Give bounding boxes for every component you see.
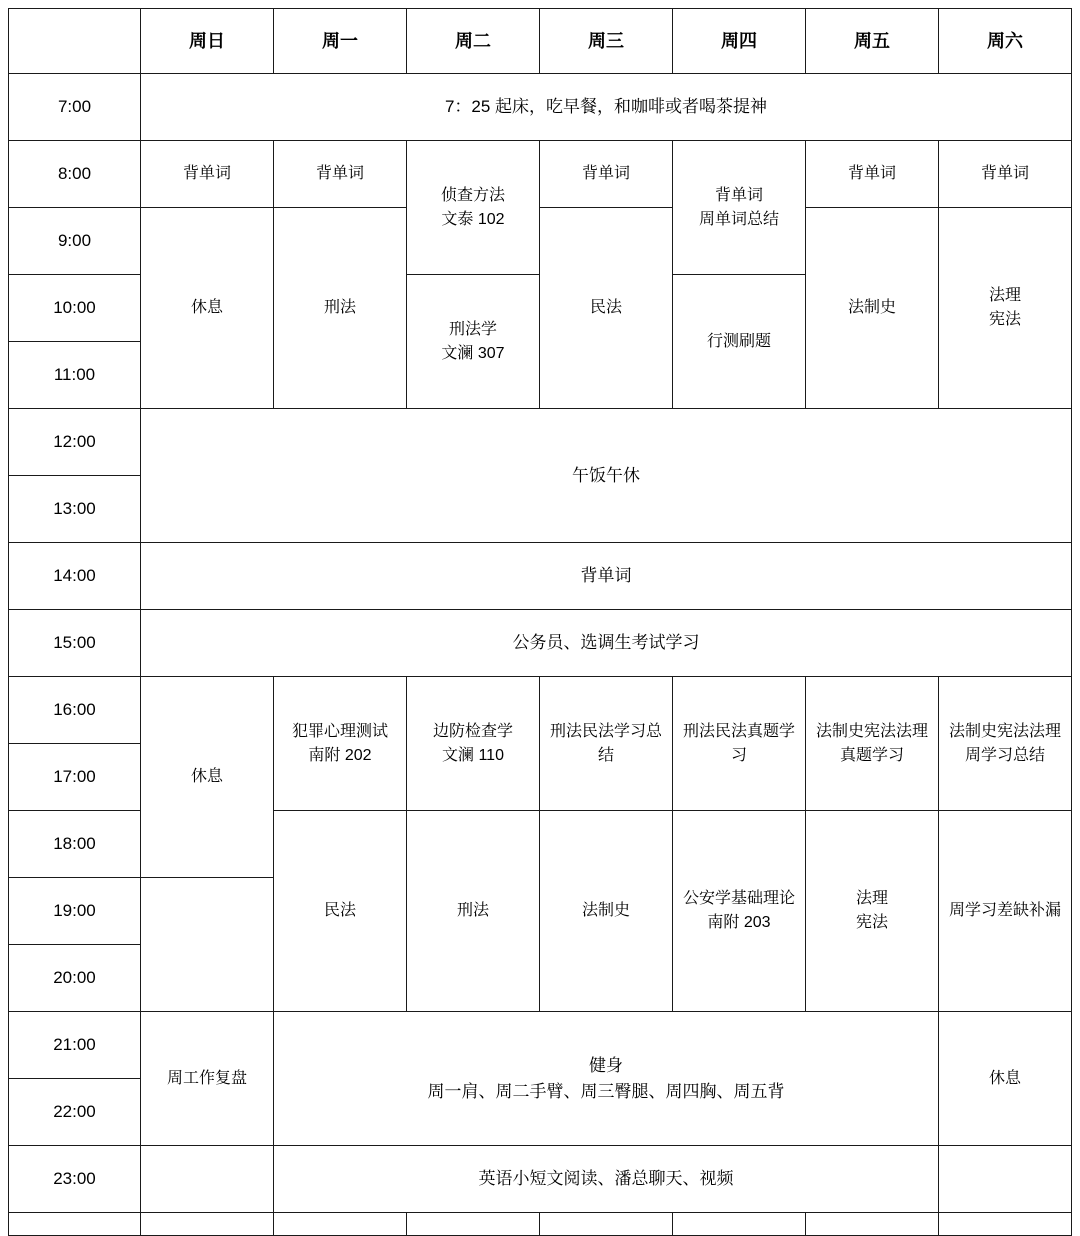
cell-text-line: 周一肩、周二手臂、周三臀腿、周四胸、周五背 — [427, 1081, 785, 1101]
time-label-1200: 12:00 — [9, 409, 141, 476]
time-label-1000: 10:00 — [9, 275, 141, 342]
time-label-1300: 13:00 — [9, 476, 141, 543]
table-row — [9, 74, 1072, 141]
time-label-1700: 17:00 — [9, 744, 141, 811]
time-label-1100: 11:00 — [9, 342, 141, 409]
cell-sun-2300 — [141, 1146, 274, 1213]
time-label-1900: 19:00 — [9, 878, 141, 945]
cell-tue-0800 — [407, 141, 540, 275]
day-header-saturday: 周六 — [939, 9, 1072, 74]
cell-sat-1800: 周学习差缺补漏 — [939, 811, 1072, 1012]
cell-overflow — [939, 1213, 1072, 1236]
cell-vocab-afternoon: 背单词 — [141, 543, 1072, 610]
day-header-sunday: 周日 — [141, 9, 274, 74]
cell-tue-1000 — [407, 275, 540, 409]
cell-mon-1800: 民法 — [274, 811, 407, 1012]
cell-overflow — [806, 1213, 939, 1236]
cell-wed-0800: 背单词 — [540, 141, 673, 208]
cell-text-line: 边防检查学 — [432, 722, 513, 740]
cell-overflow — [141, 1213, 274, 1236]
cell-mon-0800: 背单词 — [274, 141, 407, 208]
day-header-monday: 周一 — [274, 9, 407, 74]
cell-sun-morning-rest: 休息 — [141, 208, 274, 409]
cell-text-line: 南附 202 — [308, 746, 372, 764]
cell-text-line: 宪法 — [855, 914, 888, 931]
cell-mon-criminal-law: 刑法 — [274, 208, 407, 409]
table-row — [9, 1012, 1072, 1079]
time-label-0900: 9:00 — [9, 208, 141, 275]
cell-text-line: 法理 — [855, 890, 888, 907]
cell-civil-exam-study: 公务员、选调生考试学习 — [141, 610, 1072, 677]
time-label-2000: 20:00 — [9, 945, 141, 1012]
cell-fri-0800: 背单词 — [806, 141, 939, 208]
time-label-2100: 21:00 — [9, 1012, 141, 1079]
cell-text-line: 刑法学 — [448, 320, 497, 338]
cell-sun-weekly-review: 周工作复盘 — [141, 1012, 274, 1146]
cell-overflow — [407, 1213, 540, 1236]
table-row — [9, 677, 1072, 744]
time-label-0700: 7:00 — [9, 74, 141, 141]
time-label-2200: 22:00 — [9, 1079, 141, 1146]
table-row — [9, 543, 1072, 610]
cell-text-line: 文泰 102 — [441, 210, 505, 228]
time-label-1400: 14:00 — [9, 543, 141, 610]
table-row — [9, 141, 1072, 208]
time-label-2300: 23:00 — [9, 1146, 141, 1213]
day-header-wednesday: 周三 — [540, 9, 673, 74]
cell-night-activity: 英语小短文阅读、潘总聊天、视频 — [274, 1146, 939, 1213]
cell-thu-practice: 行测刷题 — [673, 275, 806, 409]
table-row — [9, 1146, 1072, 1213]
cell-sat-1600: 法制史宪法法理周学习总结 — [939, 677, 1072, 811]
cell-morning-routine: 7：25 起床，吃早餐，和咖啡或者喝茶提神 — [141, 74, 1072, 141]
cell-lunch-break: 午饭午休 — [141, 409, 1072, 543]
table-row — [9, 1213, 1072, 1236]
cell-text-line: 南附 203 — [707, 914, 771, 931]
cell-overflow — [540, 1213, 673, 1236]
cell-text-line: 宪法 — [988, 311, 1021, 328]
cell-text-line: 周单词总结 — [698, 210, 779, 228]
time-label-overflow — [9, 1213, 141, 1236]
weekly-schedule-table — [8, 8, 1072, 1236]
cell-wed-1800: 法制史 — [540, 811, 673, 1012]
cell-wed-1600: 刑法民法学习总结 — [540, 677, 673, 811]
cell-fri-1800 — [806, 811, 939, 1012]
table-row — [9, 610, 1072, 677]
cell-overflow — [274, 1213, 407, 1236]
day-header-tuesday: 周二 — [407, 9, 540, 74]
day-header-thursday: 周四 — [673, 9, 806, 74]
cell-text-line: 文澜 307 — [441, 344, 505, 362]
time-label-0800: 8:00 — [9, 141, 141, 208]
cell-thu-1800 — [673, 811, 806, 1012]
time-label-1800: 18:00 — [9, 811, 141, 878]
cell-fri-1600: 法制史宪法法理真题学习 — [806, 677, 939, 811]
cell-text-line: 公安学基础理论 — [682, 890, 795, 907]
table-header-row — [9, 9, 1072, 74]
cell-text-line: 法理 — [988, 287, 1021, 304]
cell-text-line: 健身 — [589, 1056, 623, 1075]
cell-sun-evening-rest: 休息 — [141, 677, 274, 878]
time-label-1600: 16:00 — [9, 677, 141, 744]
day-header-friday: 周五 — [806, 9, 939, 74]
cell-text-line: 侦查方法 — [440, 186, 505, 204]
cell-wed-civil-law: 民法 — [540, 208, 673, 409]
table-row — [9, 208, 1072, 275]
cell-tue-1600 — [407, 677, 540, 811]
cell-sat-2100-rest: 休息 — [939, 1012, 1072, 1146]
time-label-1500: 15:00 — [9, 610, 141, 677]
cell-sat-0800: 背单词 — [939, 141, 1072, 208]
cell-fri-legal-history: 法制史 — [806, 208, 939, 409]
cell-overflow — [673, 1213, 806, 1236]
corner-cell — [9, 9, 141, 74]
cell-thu-0800 — [673, 141, 806, 275]
cell-thu-1600: 刑法民法真题学习 — [673, 677, 806, 811]
cell-sun-0800: 背单词 — [141, 141, 274, 208]
cell-tue-1800: 刑法 — [407, 811, 540, 1012]
cell-text-line: 背单词 — [714, 186, 763, 204]
cell-text-line: 文澜 110 — [442, 746, 504, 764]
table-row — [9, 409, 1072, 476]
cell-text-line: 犯罪心理测试 — [291, 722, 388, 740]
cell-sat-2300 — [939, 1146, 1072, 1213]
cell-sat-morning-study — [939, 208, 1072, 409]
cell-mon-1600 — [274, 677, 407, 811]
